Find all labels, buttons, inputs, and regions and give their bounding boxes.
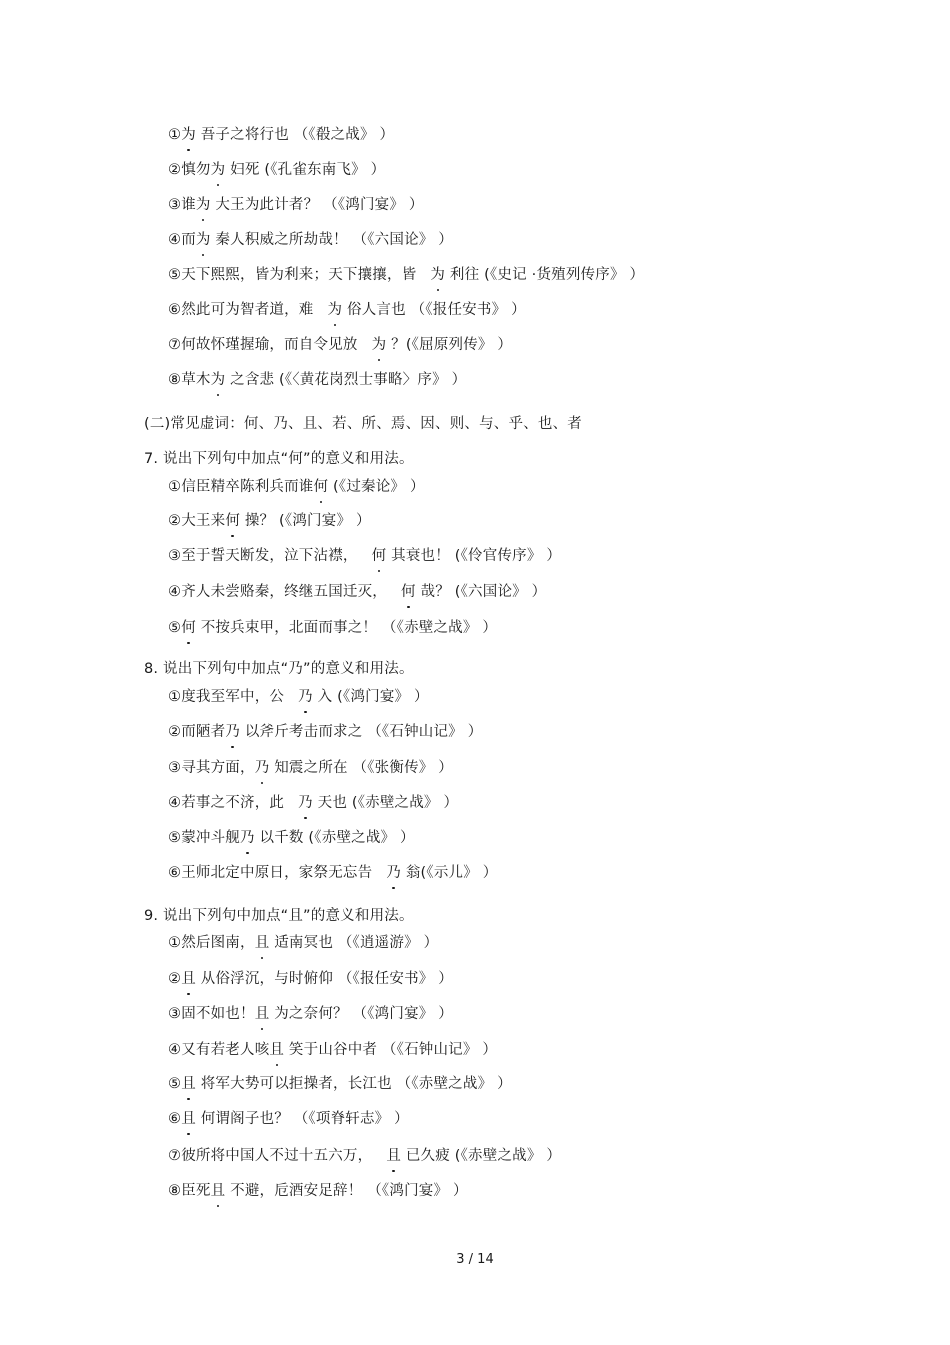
emphasized-word: 乃	[254, 760, 270, 776]
emphasized-word: 且	[254, 935, 270, 951]
item-text-after: 翁(《示儿》 ）	[401, 865, 498, 881]
list-item	[168, 1040, 497, 1060]
emphasized-word: 何	[401, 584, 416, 600]
item-number: ⑥	[168, 302, 182, 318]
list-item	[168, 758, 453, 778]
emphasized-word: 且	[181, 1076, 196, 1092]
item-text-after: 不避，卮酒安足辞！ （《鸿门宴》 ）	[225, 1183, 468, 1199]
emphasized-word: 且	[210, 1183, 226, 1199]
emphasized-word: 为	[195, 232, 211, 248]
item-number: ②	[168, 724, 182, 740]
item-number: ⑦	[168, 1148, 182, 1164]
list-item	[168, 1074, 512, 1094]
list-item	[168, 300, 526, 320]
item-number: ①	[168, 689, 182, 705]
item-number: ①	[168, 479, 182, 495]
item-text-before: 慎勿	[181, 162, 211, 178]
list-item	[168, 160, 385, 180]
emphasized-word: 且	[181, 1111, 196, 1127]
list-item	[168, 863, 497, 883]
item-number: ③	[168, 1006, 182, 1022]
list-item	[168, 933, 438, 953]
item-number: ①	[168, 935, 182, 951]
item-text-after: 已久疲 (《赤壁之战》 ）	[401, 1148, 562, 1164]
emphasized-word: 且	[269, 1042, 285, 1058]
list-item	[168, 1004, 453, 1024]
emphasized-word: 为	[327, 302, 343, 318]
item-number: ④	[168, 584, 182, 600]
list-item	[168, 511, 371, 531]
item-text-before: 然后图南，	[181, 935, 255, 951]
item-number: ⑤	[168, 620, 182, 636]
item-text-before: 若事之不济，此	[181, 795, 285, 811]
item-text-before: 度我至军中，公	[181, 689, 285, 705]
item-number: ④	[168, 1042, 182, 1058]
item-text-before: 信臣精卒陈利兵而谁	[181, 479, 314, 495]
item-number: ④	[168, 795, 182, 811]
page-number: 3 / 14	[456, 1252, 494, 1267]
item-text-after: 笑于山谷中者 （《石钟山记》 ）	[284, 1042, 498, 1058]
item-text-after: 吾子之将行也 （《殽之战》 ）	[195, 127, 395, 143]
item-number: ⑤	[168, 267, 182, 283]
item-number: ③	[168, 548, 182, 564]
emphasized-word: 为	[371, 337, 387, 353]
item-text-before: 又有若老人咳	[181, 1042, 270, 1058]
item-text-after: (《过秦论》 ）	[328, 479, 425, 495]
item-text-before: 王师北定中原日，家祭无忘告	[181, 865, 373, 881]
emphasized-word: 乃	[240, 830, 255, 846]
emphasized-word: 且	[181, 971, 196, 987]
list-item	[168, 335, 512, 355]
item-text-before: 然此可为智者道，难	[181, 302, 314, 318]
emphasized-word: 乃	[225, 724, 241, 740]
item-text-before: 臣死	[181, 1183, 211, 1199]
item-text-before: 寻其方面，	[181, 760, 255, 776]
list-item	[168, 1146, 561, 1166]
item-text-before: 固不如也！	[181, 1006, 255, 1022]
emphasized-word: 且	[386, 1148, 402, 1164]
question-heading-7: 7. 说出下列句中加点“何”的意义和用法。	[144, 451, 414, 467]
item-text-after: 之含悲 (《〈黄花岗烈士事略〉序》 ）	[225, 372, 467, 388]
item-number: ⑥	[168, 1111, 182, 1127]
list-item	[168, 618, 497, 638]
item-text-after: 天也 (《赤壁之战》 ）	[312, 795, 459, 811]
list-item	[168, 828, 415, 848]
item-number: ⑦	[168, 337, 182, 353]
item-text-after: 秦人积威之所劫哉！ （《六国论》 ）	[210, 232, 453, 248]
emphasized-word: 为	[210, 162, 226, 178]
section-header: (二)常见虚词：何、乃、且、若、所、焉、因、则、与、乎、也、者	[144, 416, 583, 432]
item-text-after: 将军大势可以拒操者，长江也 （《赤壁之战》 ）	[195, 1076, 512, 1092]
item-text-after: 其衰也！ (《伶官传序》 ）	[386, 548, 562, 564]
item-number: ⑤	[168, 830, 182, 846]
emphasized-word: 为	[181, 127, 196, 143]
item-number: ⑥	[168, 865, 182, 881]
item-number: ②	[168, 513, 182, 529]
emphasized-word: 乃	[298, 689, 313, 705]
emphasized-word: 何	[371, 548, 387, 564]
item-text-before: 彼所将中国人不过十五六万，	[181, 1148, 373, 1164]
list-item	[168, 195, 424, 215]
list-item	[168, 687, 429, 707]
item-text-after: 为之奈何？ （《鸿门宴》 ）	[269, 1006, 453, 1022]
item-text-after: 不按兵束甲，北面而事之！ （《赤壁之战》 ）	[195, 620, 498, 636]
item-text-after: 入 (《鸿门宴》 ）	[312, 689, 429, 705]
item-number: ⑧	[168, 372, 182, 388]
item-text-after: 知震之所在 （《张衡传》 ）	[269, 760, 453, 776]
emphasized-word: 且	[254, 1006, 270, 1022]
item-number: ③	[168, 760, 182, 776]
item-number: ⑧	[168, 1183, 182, 1199]
item-text-after: 妇死 (《孔雀东南飞》 ）	[225, 162, 386, 178]
list-item	[168, 125, 394, 145]
item-text-before: 何故怀瑾握瑜，而自令见放	[181, 337, 358, 353]
list-item	[168, 722, 482, 742]
item-text-before: 至于誓天断发，泣下沾襟，	[181, 548, 358, 564]
list-item	[168, 265, 644, 285]
item-text-before: 天下熙熙，皆为利来；天下攘攘，皆	[181, 267, 417, 283]
list-item	[168, 1109, 409, 1129]
item-text-before: 大王来	[181, 513, 226, 529]
item-text-before: 蒙冲斗舰	[181, 830, 241, 846]
item-number: ②	[168, 971, 182, 987]
emphasized-word: 何	[181, 620, 196, 636]
item-number: ②	[168, 162, 182, 178]
item-text-after: 俗人言也 （《报任安书》 ）	[342, 302, 526, 318]
item-text-after: 何谓阁子也？ （《项脊轩志》 ）	[195, 1111, 409, 1127]
item-number: ③	[168, 197, 182, 213]
item-text-before: 谁	[181, 197, 196, 213]
question-heading-8: 8. 说出下列句中加点“乃”的意义和用法。	[144, 661, 414, 677]
emphasized-word: 乃	[298, 795, 313, 811]
item-number: ④	[168, 232, 182, 248]
item-text-before: 而陋者	[181, 724, 226, 740]
emphasized-word: 为	[430, 267, 446, 283]
item-text-after: 利往 (《史记 ·货殖列传序》 ）	[445, 267, 645, 283]
item-text-after: 以千数 (《赤壁之战》 ）	[254, 830, 415, 846]
item-text-after: 大王为此计者？ （《鸿门宴》 ）	[210, 197, 424, 213]
item-text-after: 以斧斤考击而求之 （《石钟山记》 ）	[240, 724, 483, 740]
item-number: ①	[168, 127, 182, 143]
list-item	[168, 370, 466, 390]
item-text-after: 操？ (《鸿门宴》 ）	[240, 513, 371, 529]
list-item	[168, 477, 425, 497]
item-text-before: 齐人未尝赂秦，终继五国迁灭，	[181, 584, 388, 600]
emphasized-word: 何	[225, 513, 241, 529]
list-item	[168, 969, 453, 989]
item-text-after: 适南冥也 （《逍遥游》 ）	[269, 935, 439, 951]
emphasized-word: 为	[195, 197, 211, 213]
list-item	[168, 230, 453, 250]
list-item	[168, 582, 546, 602]
list-item	[168, 1181, 468, 1201]
item-text-after: 哉？ (《六国论》 ）	[415, 584, 547, 600]
item-text-before: 而	[181, 232, 196, 248]
question-heading-9: 9. 说出下列句中加点“且”的意义和用法。	[144, 908, 414, 924]
emphasized-word: 为	[210, 372, 226, 388]
list-item	[168, 546, 561, 566]
list-item	[168, 793, 458, 813]
item-text-before: 草木	[181, 372, 211, 388]
item-number: ⑤	[168, 1076, 182, 1092]
emphasized-word: 乃	[386, 865, 402, 881]
item-text-after: ？(《屈原列传》 ）	[386, 337, 513, 353]
emphasized-word: 何	[313, 479, 329, 495]
item-text-after: 从俗浮沉，与时俯仰 （《报任安书》 ）	[195, 971, 453, 987]
